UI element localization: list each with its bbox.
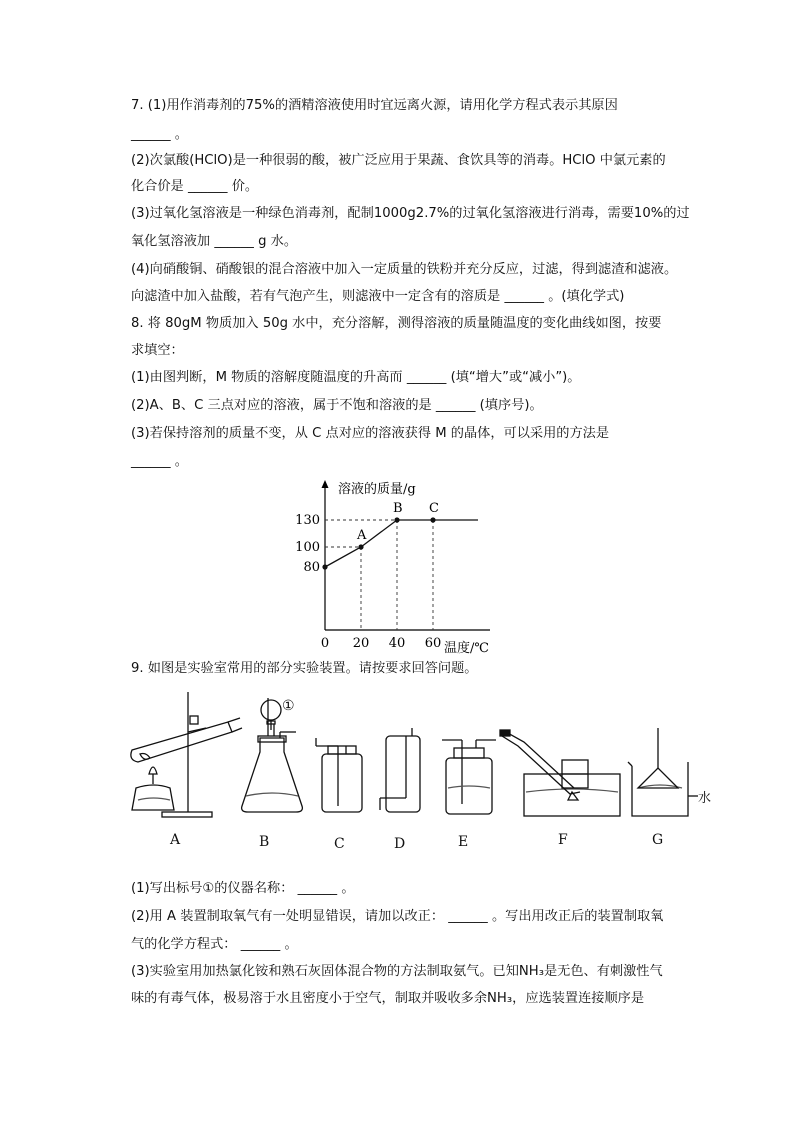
y-axis-arrow — [322, 480, 329, 488]
point-start — [322, 564, 327, 569]
point-label-A: A — [357, 528, 367, 543]
q8-line-4: (2)A、B、C 三点对应的溶液，属于不饱和溶液的是 ______ (填序号)。 — [131, 398, 543, 413]
x-tick-0: 0 — [320, 636, 330, 651]
caption-b: B — [259, 834, 270, 850]
point-C — [430, 517, 435, 522]
q7-line-3: (2)次氯酸(HClO)是一种很弱的酸，被广泛应用于果蔬、食饮具等的消毒。HClO 中氯元素的 — [131, 153, 666, 168]
apparatus-d — [380, 728, 420, 812]
q9-line-5: 味的有毒气体，极易溶于水且密度小于空气，制取并吸收多余NH₃，应选装置连接顺序是 — [131, 991, 645, 1006]
q7-line-8: 向滤渣中加入盐酸，若有气泡产生，则滤液中一定含有的溶质是 ______ 。(填化学式) — [131, 289, 625, 304]
y-tick-100: 100 — [295, 540, 320, 555]
apparatus-c — [316, 738, 362, 812]
mass-temperature-chart — [290, 474, 500, 654]
y-tick-130: 130 — [295, 513, 320, 528]
q7-line-1: 7. (1)用作消毒剂的75%的酒精溶液使用时宜远离火源，请用化学方程式表示其原因 — [131, 98, 618, 113]
q8-line-6: ______ 。 — [131, 454, 188, 469]
series-line — [325, 520, 478, 567]
caption-d: D — [394, 836, 406, 852]
q9-intro: 9. 如图是实验室常用的部分实验装置。请按要求回答问题。 — [131, 661, 478, 676]
x-tick-60: 60 — [424, 636, 442, 651]
apparatus-figure — [120, 688, 720, 828]
q7-line-2: ______ 。 — [131, 127, 188, 142]
q9-line-3: 气的化学方程式： ______ 。 — [131, 937, 298, 952]
y-axis-label: 溶液的质量/g — [338, 482, 416, 497]
q9-line-4: (3)实验室用加热氯化铵和熟石灰固体混合物的方法制取氨气。已知NH₃是无色、有刺激性气 — [131, 964, 663, 979]
marker-label: ① — [282, 698, 295, 714]
apparatus-f — [500, 730, 620, 816]
q7-line-4: 化合价是 ______ 价。 — [131, 179, 259, 194]
x-tick-40: 40 — [388, 636, 406, 651]
q8-line-2: 求填空： — [131, 343, 184, 358]
x-axis-label: 温度/℃ — [444, 641, 489, 654]
q7-line-5: (3)过氧化氢溶液是一种绿色消毒剂，配制1000g2.7%的过氧化氢溶液进行消毒，需要10%的过 — [131, 206, 690, 221]
point-label-B: B — [393, 501, 403, 516]
q8-line-1: 8. 将 80gM 物质加入 50g 水中，充分溶解，测得溶液的质量随温度的变化曲线如图，按要 — [131, 316, 662, 331]
point-label-C: C — [429, 501, 439, 516]
y-tick-80: 80 — [303, 560, 320, 575]
apparatus-a — [131, 692, 242, 817]
q7-line-6: 氧化氢溶液加 ______ g 水。 — [131, 234, 298, 249]
q7-line-7: (4)向硝酸铜、硝酸银的混合溶液中加入一定质量的铁粉并充分反应，过滤，得到滤渣和滤液。 — [131, 262, 678, 277]
x-tick-20: 20 — [352, 636, 370, 651]
caption-g: G — [652, 832, 664, 848]
caption-f: F — [558, 832, 568, 848]
point-B — [394, 517, 399, 522]
point-A — [358, 544, 363, 549]
q8-line-3: (1)由图判断，M 物质的溶解度随温度的升高而 ______ (填“增大”或“减小”)。 — [131, 370, 581, 385]
q9-line-2: (2)用 A 装置制取氧气有一处明显错误，请加以改正： ______ 。写出用改正后的装置制取氧 — [131, 909, 664, 924]
q8-line-5: (3)若保持溶剂的质量不变，从 C 点对应的溶液获得 M 的晶体，可以采用的方法是 — [131, 426, 610, 441]
caption-a: A — [170, 832, 181, 848]
apparatus-b — [242, 698, 303, 812]
caption-c: C — [334, 836, 345, 852]
q9-line-1: (1)写出标号①的仪器名称： ______ 。 — [131, 881, 355, 896]
apparatus-g — [628, 728, 698, 816]
apparatus-e — [442, 740, 496, 814]
caption-e: E — [458, 834, 469, 850]
water-label: 水 — [698, 791, 712, 806]
